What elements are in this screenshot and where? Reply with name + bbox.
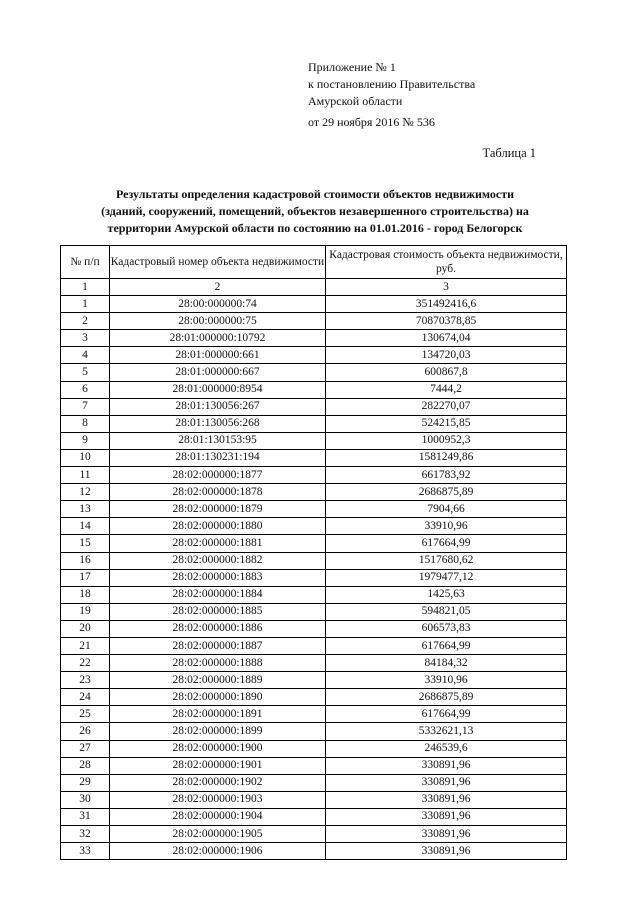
cadastral-number-cell: 28:02:000000:1902 (110, 774, 326, 791)
row-number-cell: 13 (61, 501, 110, 518)
appendix-reference (308, 59, 475, 131)
table-row (61, 347, 567, 364)
row-number-cell: 5 (61, 364, 110, 381)
cadastral-number-cell: 28:02:000000:1886 (110, 620, 326, 637)
row-number-cell: 29 (61, 774, 110, 791)
row-number-cell: 10 (61, 449, 110, 466)
cadastral-value-cell: 1517680,62 (326, 552, 567, 569)
table-row (61, 518, 567, 535)
cadastral-value-cell: 70870378,85 (326, 313, 567, 330)
cadastral-value-cell: 2686875,89 (326, 484, 567, 501)
cadastral-value-cell: 33910,96 (326, 672, 567, 689)
row-number-cell: 14 (61, 518, 110, 535)
column-number: 1 (61, 279, 110, 296)
cadastral-number-cell: 28:02:000000:1901 (110, 757, 326, 774)
table-row (61, 381, 567, 398)
column-number: 2 (110, 279, 326, 296)
title-line: территории Амурской области по состоянию на 01.01.2016 - город Белогорск (107, 221, 523, 235)
row-number-cell: 24 (61, 689, 110, 706)
row-number-cell: 4 (61, 347, 110, 364)
row-number-cell: 20 (61, 620, 110, 637)
row-number-cell: 26 (61, 723, 110, 740)
cadastral-number-cell: 28:02:000000:1906 (110, 843, 326, 860)
cadastral-number-cell: 28:02:000000:1890 (110, 689, 326, 706)
cadastral-value-cell: 330891,96 (326, 808, 567, 825)
cadastral-value-table (60, 245, 567, 860)
cadastral-number-cell: 28:02:000000:1881 (110, 535, 326, 552)
table-row (61, 757, 567, 774)
cadastral-value-cell: 5332621,13 (326, 723, 567, 740)
cadastral-value-cell: 594821,05 (326, 603, 567, 620)
cadastral-number-cell: 28:02:000000:1878 (110, 484, 326, 501)
cadastral-value-cell: 130674,04 (326, 330, 567, 347)
cadastral-number-cell: 28:00:000000:75 (110, 313, 326, 330)
title-line: Результаты определения кадастровой стоимости объектов недвижимости (115, 187, 515, 201)
cadastral-value-cell: 330891,96 (326, 757, 567, 774)
row-number-cell: 21 (61, 637, 110, 654)
cadastral-number-cell: 28:02:000000:1880 (110, 518, 326, 535)
column-number-row (61, 279, 567, 296)
row-number-cell: 30 (61, 791, 110, 808)
cadastral-value-cell: 1581249,86 (326, 449, 567, 466)
row-number-cell: 28 (61, 757, 110, 774)
cadastral-number-cell: 28:02:000000:1887 (110, 637, 326, 654)
table-row (61, 620, 567, 637)
table-row (61, 415, 567, 432)
header-cadastral-value: Кадастровая стоимость объекта недвижимости, руб. (326, 246, 567, 279)
cadastral-number-cell: 28:02:000000:1888 (110, 655, 326, 672)
cadastral-value-cell: 617664,99 (326, 637, 567, 654)
cadastral-value-cell: 2686875,89 (326, 689, 567, 706)
cadastral-value-cell: 134720,03 (326, 347, 567, 364)
header-row-number: № п/п (61, 246, 110, 279)
row-number-cell: 18 (61, 586, 110, 603)
appendix-region: Амурской области (308, 94, 403, 108)
table-row (61, 535, 567, 552)
cadastral-value-cell: 330891,96 (326, 826, 567, 843)
cadastral-number-cell: 28:01:130153:95 (110, 432, 326, 449)
row-number-cell: 1 (61, 296, 110, 313)
title-line: (зданий, сооружений, помещений, объектов незавершенного строительства) на (101, 204, 529, 218)
cadastral-value-cell: 84184,32 (326, 655, 567, 672)
cadastral-value-cell: 661783,92 (326, 467, 567, 484)
cadastral-number-cell: 28:02:000000:1903 (110, 791, 326, 808)
appendix-decree: к постановлению Правительства (308, 77, 476, 91)
table-row (61, 672, 567, 689)
cadastral-number-cell: 28:02:000000:1877 (110, 467, 326, 484)
table-body (61, 296, 567, 860)
row-number-cell: 2 (61, 313, 110, 330)
cadastral-number-cell: 28:02:000000:1882 (110, 552, 326, 569)
table-row (61, 655, 567, 672)
row-number-cell: 16 (61, 552, 110, 569)
row-number-cell: 22 (61, 655, 110, 672)
cadastral-value-cell: 330891,96 (326, 843, 567, 860)
table-row (61, 603, 567, 620)
table-row (61, 296, 567, 313)
cadastral-value-cell: 351492416,6 (326, 296, 567, 313)
column-number: 3 (326, 279, 567, 296)
cadastral-value-cell: 33910,96 (326, 518, 567, 535)
row-number-cell: 25 (61, 706, 110, 723)
row-number-cell: 15 (61, 535, 110, 552)
cadastral-number-cell: 28:01:130056:267 (110, 398, 326, 415)
cadastral-value-cell: 606573,83 (326, 620, 567, 637)
row-number-cell: 27 (61, 740, 110, 757)
cadastral-value-cell: 600867,8 (326, 364, 567, 381)
cadastral-number-cell: 28:01:000000:8954 (110, 381, 326, 398)
table-row (61, 689, 567, 706)
row-number-cell: 32 (61, 826, 110, 843)
cadastral-number-cell: 28:02:000000:1900 (110, 740, 326, 757)
table-row (61, 791, 567, 808)
appendix-number: Приложение № 1 (308, 60, 396, 74)
cadastral-number-cell: 28:02:000000:1889 (110, 672, 326, 689)
cadastral-number-cell: 28:01:130056:268 (110, 415, 326, 432)
row-number-cell: 19 (61, 603, 110, 620)
table-header-row (61, 246, 567, 279)
cadastral-number-cell: 28:02:000000:1884 (110, 586, 326, 603)
table-row (61, 774, 567, 791)
cadastral-value-cell: 282270,07 (326, 398, 567, 415)
table-row (61, 586, 567, 603)
row-number-cell: 8 (61, 415, 110, 432)
row-number-cell: 11 (61, 467, 110, 484)
cadastral-number-cell: 28:01:130231:194 (110, 449, 326, 466)
cadastral-number-cell: 28:02:000000:1904 (110, 808, 326, 825)
table-row (61, 843, 567, 860)
cadastral-value-cell: 617664,99 (326, 535, 567, 552)
table-row (61, 501, 567, 518)
cadastral-value-cell: 1000952,3 (326, 432, 567, 449)
cadastral-number-cell: 28:02:000000:1883 (110, 569, 326, 586)
row-number-cell: 23 (61, 672, 110, 689)
cadastral-value-cell: 330891,96 (326, 791, 567, 808)
cadastral-value-cell: 1979477,12 (326, 569, 567, 586)
cadastral-number-cell: 28:01:000000:667 (110, 364, 326, 381)
table-row (61, 313, 567, 330)
cadastral-number-cell: 28:02:000000:1899 (110, 723, 326, 740)
cadastral-number-cell: 28:01:000000:10792 (110, 330, 326, 347)
table-row (61, 449, 567, 466)
appendix-date: от 29 ноября 2016 № 536 (308, 115, 435, 129)
cadastral-value-cell: 617664,99 (326, 706, 567, 723)
row-number-cell: 33 (61, 843, 110, 860)
cadastral-value-cell: 246539,6 (326, 740, 567, 757)
document-title (40, 186, 590, 237)
table-row (61, 432, 567, 449)
table-row (61, 552, 567, 569)
row-number-cell: 3 (61, 330, 110, 347)
row-number-cell: 12 (61, 484, 110, 501)
row-number-cell: 6 (61, 381, 110, 398)
row-number-cell: 17 (61, 569, 110, 586)
header-cadastral-number: Кадастровый номер объекта недвижимости (110, 246, 326, 279)
row-number-cell: 31 (61, 808, 110, 825)
table-row (61, 569, 567, 586)
cadastral-number-cell: 28:02:000000:1891 (110, 706, 326, 723)
table-row (61, 808, 567, 825)
row-number-cell: 7 (61, 398, 110, 415)
table-row (61, 484, 567, 501)
cadastral-value-cell: 524215,85 (326, 415, 567, 432)
cadastral-value-cell: 7904,66 (326, 501, 567, 518)
cadastral-number-cell: 28:01:000000:661 (110, 347, 326, 364)
table-row (61, 826, 567, 843)
cadastral-number-cell: 28:02:000000:1879 (110, 501, 326, 518)
table-row (61, 740, 567, 757)
cadastral-value-cell: 330891,96 (326, 774, 567, 791)
table-row (61, 637, 567, 654)
table-row (61, 723, 567, 740)
row-number-cell: 9 (61, 432, 110, 449)
cadastral-number-cell: 28:00:000000:74 (110, 296, 326, 313)
cadastral-number-cell: 28:02:000000:1885 (110, 603, 326, 620)
cadastral-value-cell: 7444,2 (326, 381, 567, 398)
cadastral-number-cell: 28:02:000000:1905 (110, 826, 326, 843)
table-row (61, 706, 567, 723)
cadastral-value-cell: 1425,63 (326, 586, 567, 603)
table-row (61, 467, 567, 484)
table-label: Таблица 1 (482, 146, 536, 160)
table-row (61, 398, 567, 415)
table-row (61, 330, 567, 347)
table-row (61, 364, 567, 381)
